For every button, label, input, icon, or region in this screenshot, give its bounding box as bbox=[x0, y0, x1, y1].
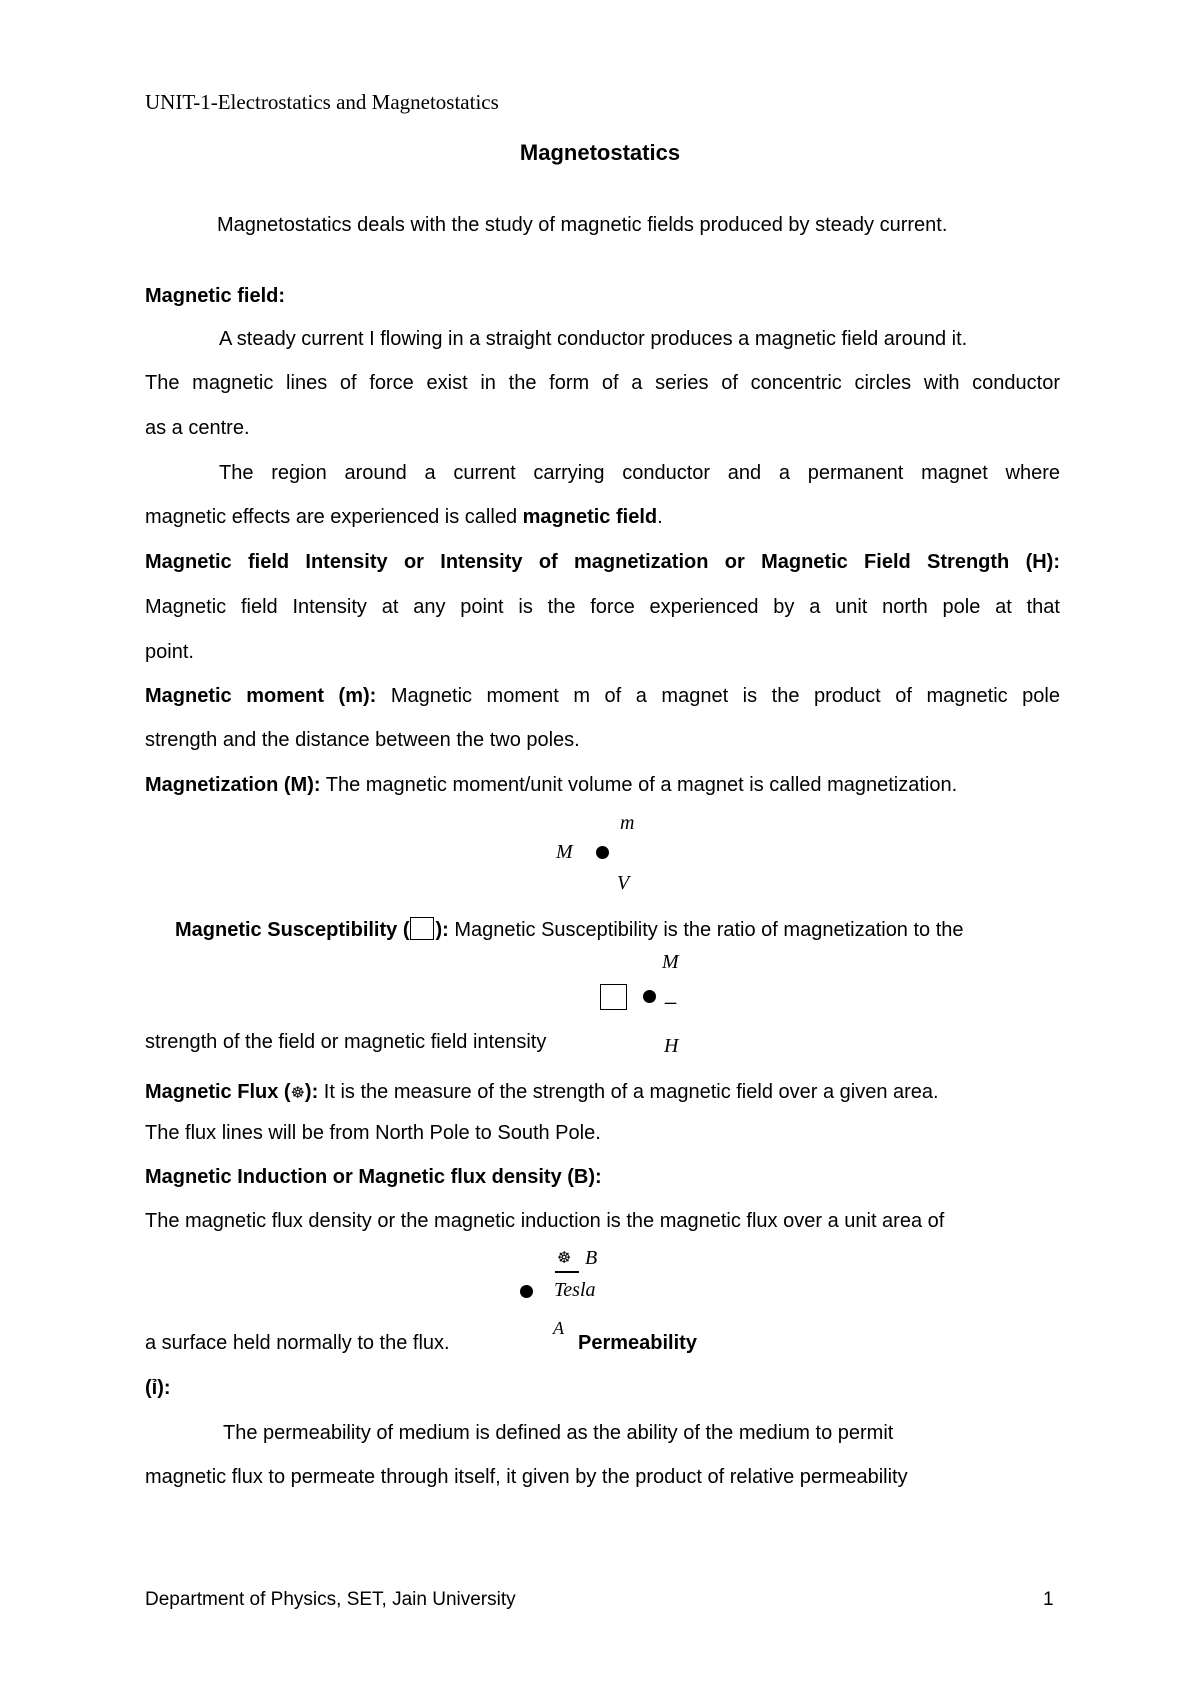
permeability-heading: Permeability bbox=[578, 1332, 697, 1354]
moment-heading: Magnetic moment (m): bbox=[145, 685, 377, 707]
magnetization-eq-denominator: V bbox=[617, 872, 630, 894]
permeability-symbol: (ỉ): bbox=[145, 1377, 171, 1399]
magnetization-heading: Magnetization (M): bbox=[145, 774, 321, 796]
running-header: UNIT-1-Electrostatics and Magnetostatics bbox=[145, 90, 499, 114]
magnetization-text: The magnetic moment/unit volume of a magnet is called magnetization. bbox=[320, 774, 958, 796]
magnetic-field-term: magnetic field bbox=[522, 506, 658, 528]
susceptibility-heading-end: ): bbox=[435, 919, 449, 941]
magnetic-field-line-2: The magnetic lines of force exist in the form of a series of concentric circles with conductor bbox=[145, 372, 1060, 394]
fraction-bar bbox=[555, 1271, 579, 1273]
susceptibility-line-1 bbox=[175, 917, 964, 942]
magnetic-field-line-5-text: magnetic effects are experienced is called bbox=[145, 506, 523, 528]
flux-text: It is the measure of the strength of a magnetic field over a given area. bbox=[318, 1081, 939, 1103]
induction-eq-area: A bbox=[553, 1318, 564, 1338]
flux-heading-end: ): bbox=[304, 1081, 319, 1103]
phi-icon: ☸ bbox=[557, 1248, 572, 1267]
susceptibility-line-2: strength of the field or magnetic field intensity bbox=[145, 1031, 547, 1053]
susceptibility-text: Magnetic Susceptibility is the ratio of magnetization to the bbox=[448, 919, 964, 941]
magnetic-field-line-5-end: . bbox=[657, 506, 663, 528]
susceptibility-eq-numerator: M bbox=[662, 951, 679, 973]
chi-symbol-box bbox=[410, 917, 434, 940]
footer-department: Department of Physics, SET, Jain University bbox=[145, 1589, 516, 1610]
moment-line-1 bbox=[145, 684, 1060, 708]
intro-paragraph: Magnetostatics deals with the study of magnetic fields produced by steady current. bbox=[217, 214, 948, 236]
susceptibility-eq-bar: _ bbox=[665, 983, 677, 1005]
page-title: Magnetostatics bbox=[519, 140, 681, 165]
flux-line-2: The flux lines will be from North Pole to South Pole. bbox=[145, 1122, 601, 1144]
susceptibility-eq-denominator: H bbox=[664, 1035, 679, 1057]
moment-line-2: strength and the distance between the two poles. bbox=[145, 729, 580, 751]
page-number: 1 bbox=[1043, 1589, 1054, 1610]
equals-dot bbox=[520, 1285, 533, 1298]
phi-icon: ☸ bbox=[290, 1083, 305, 1102]
intensity-line-1: Magnetic field Intensity at any point is the force experienced by a unit north pole at that bbox=[145, 596, 1060, 618]
magnetization-line bbox=[145, 773, 957, 797]
magnetic-field-line-5 bbox=[145, 505, 663, 529]
permeability-line-1: The permeability of medium is defined as the ability of the medium to permit bbox=[223, 1422, 894, 1444]
magnetic-field-line-4: The region around a current carrying conductor and a permanent magnet where bbox=[219, 462, 1060, 484]
moment-text: Magnetic moment m of a magnet is the product of magnetic pole bbox=[376, 685, 1060, 707]
magnetic-field-line-1: A steady current I flowing in a straight conductor produces a magnetic field around it. bbox=[219, 328, 968, 350]
equals-dot bbox=[596, 846, 609, 859]
magnetic-field-line-3: as a centre. bbox=[145, 417, 250, 439]
magnetization-eq-lhs: M bbox=[556, 841, 573, 863]
equals-dot bbox=[643, 990, 656, 1003]
induction-eq-tesla: Tesla bbox=[554, 1279, 596, 1301]
intensity-line-2: point. bbox=[145, 641, 194, 663]
chi-eq-box bbox=[600, 984, 627, 1010]
induction-line-2: a surface held normally to the flux. bbox=[145, 1332, 450, 1354]
susceptibility-heading-start: Magnetic Susceptibility ( bbox=[175, 919, 410, 941]
induction-line-1: The magnetic flux density or the magnetic induction is the magnetic flux over a unit area of bbox=[145, 1210, 945, 1232]
induction-eq-b: B bbox=[585, 1247, 598, 1269]
magnetic-field-heading: Magnetic field: bbox=[145, 285, 286, 307]
flux-heading-start: Magnetic Flux ( bbox=[145, 1081, 291, 1103]
intensity-heading: Magnetic field Intensity or Intensity of magnetization or Magnetic Field Strength (H): bbox=[145, 551, 1060, 573]
magnetization-eq-numerator: m bbox=[620, 812, 635, 834]
permeability-line-2: magnetic flux to permeate through itself, it given by the product of relative permeability bbox=[145, 1466, 908, 1488]
flux-line-1 bbox=[145, 1080, 939, 1105]
induction-heading: Magnetic Induction or Magnetic flux density (B): bbox=[145, 1166, 602, 1188]
